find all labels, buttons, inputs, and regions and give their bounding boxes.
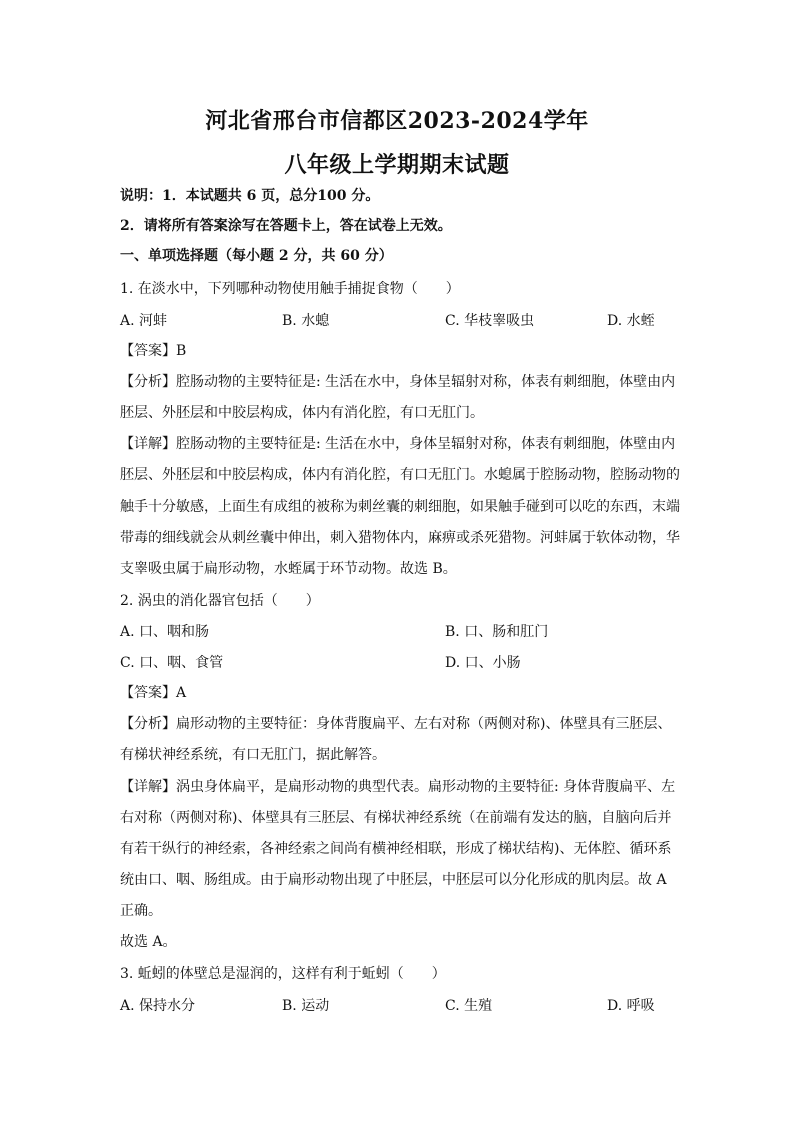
exam-title: 河北省邢台市信都区2023-2024学年 <box>205 108 589 134</box>
q1-detail-line: 带毒的细线就会从刺丝囊中伸出，刺入猎物体内，麻痹或杀死猎物。河蚌属于软体动物，华 <box>120 530 680 546</box>
q3-option-c: C. 生殖 <box>445 998 493 1014</box>
q2-detail-line: 正确。 <box>120 903 162 919</box>
question-3-stem: 3. 蚯蚓的体壁总是湿润的，这样有利于蚯蚓（ ） <box>120 966 446 982</box>
q1-analysis-line: 胚层、外胚层和中胶层构成，体内有消化腔，有口无肛门。 <box>120 405 484 421</box>
q2-detail-line: 右对称（两侧对称)、体壁具有三胚层、有梯状神经系统（在前端有发达的脑，自脑向后并 <box>120 810 672 826</box>
q3-option-d: D. 呼吸 <box>607 998 655 1014</box>
q1-option-d: D. 水蛭 <box>607 313 655 329</box>
q1-detail-line: 胚层、外胚层和中胶层构成，体内有消化腔，有口无肛门。水螅属于腔肠动物，腔肠动物的 <box>120 467 680 483</box>
q2-detail-line: 【详解】涡虫身体扁平，是扁形动物的典型代表。扁形动物的主要特征: 身体背腹扁平、左 <box>120 779 676 795</box>
section-heading: 一、单项选择题（每小题 2 分，共 60 分） <box>120 248 393 264</box>
q2-detail-line: 统由口、咽、肠组成。由于扁形动物出现了中胚层，中胚层可以分化形成的肌肉层。故 A <box>120 872 667 888</box>
q2-analysis-line: 有梯状神经系统，有口无肛门，据此解答。 <box>120 747 386 763</box>
q3-option-a: A. 保持水分 <box>120 998 196 1014</box>
question-1-stem: 1. 在淡水中，下列哪种动物使用触手捕捉食物（ ） <box>120 281 460 297</box>
q2-conclusion: 故选 A。 <box>120 934 177 950</box>
q2-detail-line: 有若干纵行的神经索，各神经索之间尚有横神经相联，形成了梯状结构)、无体腔、循环系 <box>120 841 672 857</box>
q1-option-c: C. 华枝睾吸虫 <box>445 313 535 329</box>
q1-analysis-line: 【分析】腔肠动物的主要特征是: 生活在水中，身体呈辐射对称，体表有刺细胞，体壁由内 <box>120 374 676 390</box>
q1-detail-line: 支睾吸虫属于扁形动物，水蛭属于环节动物。故选 B。 <box>120 561 457 577</box>
instructions-line-2: 2．请将所有答案涂写在答题卡上，答在试卷上无效。 <box>120 218 452 234</box>
q2-analysis-line: 【分析】扁形动物的主要特征：身体背腹扁平、左右对称（两侧对称)、体壁具有三胚层、 <box>120 716 672 732</box>
exam-subtitle: 八年级上学期期末试题 <box>284 152 510 178</box>
question-2-stem: 2. 涡虫的消化器官包括（ ） <box>120 593 320 609</box>
q1-answer: 【答案】B <box>120 343 187 359</box>
q2-option-b: B. 口、肠和肛门 <box>445 624 549 640</box>
q1-detail-line: 触手十分敏感，上面生有成组的被称为刺丝囊的刺细胞，如果触手碰到可以吃的东西，末端 <box>120 499 680 515</box>
q1-option-b: B. 水螅 <box>282 313 330 329</box>
q1-option-a: A. 河蚌 <box>120 313 168 329</box>
q2-option-d: D. 口、小肠 <box>445 655 521 671</box>
q2-answer: 【答案】A <box>120 685 187 701</box>
q2-option-a: A. 口、咽和肠 <box>120 624 210 640</box>
q2-option-c: C. 口、咽、食管 <box>120 655 224 671</box>
q3-option-b: B. 运动 <box>282 998 330 1014</box>
q1-detail-line: 【详解】腔肠动物的主要特征是: 生活在水中，身体呈辐射对称，体表有刺细胞，体壁由内 <box>120 436 676 452</box>
instructions-line-1: 说明：1．本试题共 6 页，总分100 分。 <box>120 188 380 204</box>
